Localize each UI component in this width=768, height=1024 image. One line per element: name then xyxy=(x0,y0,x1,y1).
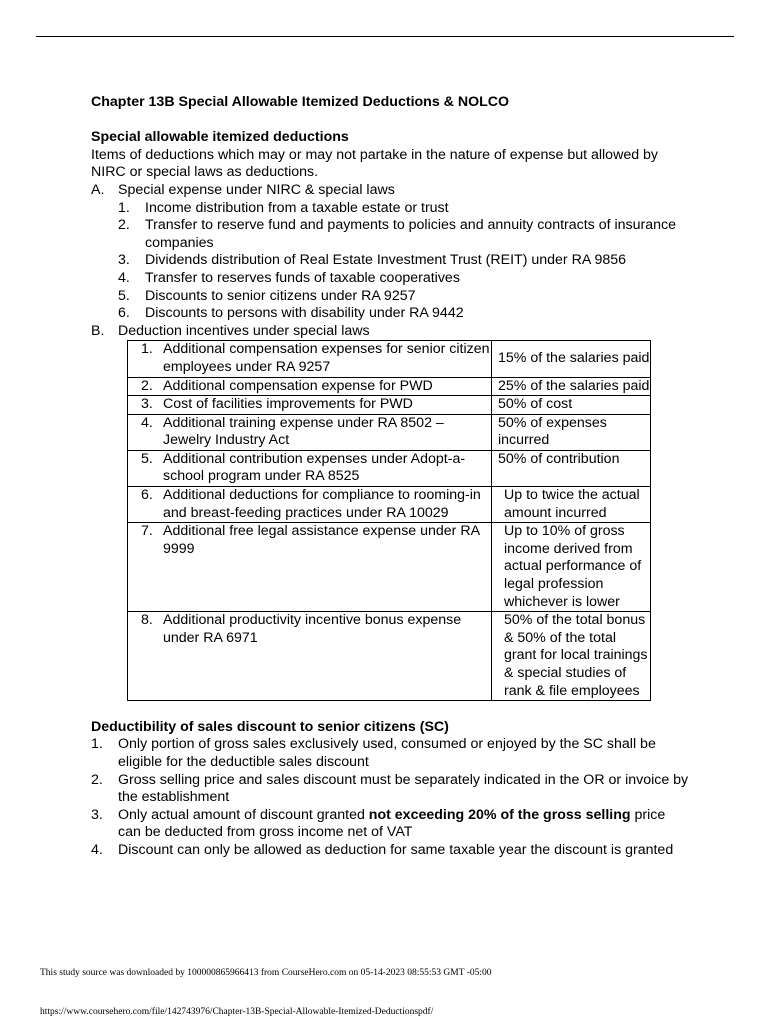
list-item: 3. Only actual amount of discount granted not exceeding 20% of the gross selling price can be deducted from gross income net of VAT xyxy=(91,806,666,841)
special-heading: Special allowable itemized deductions xyxy=(91,129,349,146)
page-title: Chapter 13B Special Allowable Itemized Deductions & NOLCO xyxy=(91,94,510,110)
emphasis: not exceeding 20% of the gross selling xyxy=(368,806,631,823)
table-row: 8. Additional productivity incentive bonus expense under RA 6971 50% of the total bonus & 50% of the total grant for local trainings & special studies of rank & file employees xyxy=(128,612,651,701)
list-item: 1. Only portion of gross sales exclusively used, consumed or enjoyed by the SC shall be eligible for the deductible sales discount xyxy=(91,736,656,770)
group-b-marker: B. xyxy=(91,322,105,339)
download-notice: This study source was downloaded by 100000865966413 from CourseHero.com on 05-14-2023 08:55:53 GMT -05:00 xyxy=(40,968,492,978)
group-a-list xyxy=(118,200,691,323)
source-url[interactable]: https://www.coursehero.com/file/142743976/Chapter-13B-Special-Allowable-Itemized-Deductionspdf/ xyxy=(40,1007,434,1017)
list-item: 5. Discounts to senior citizens under RA 9257 xyxy=(118,287,416,304)
list-item: 1. Income distribution from a taxable estate or trust xyxy=(118,199,449,216)
group-b xyxy=(91,323,691,341)
group-a-label: Special expense under NIRC & special laws xyxy=(118,181,395,198)
special-intro: Items of deductions which may or may not partake in the nature of expense but allowed by NIRC or special laws as deductions. xyxy=(91,146,659,181)
table-row: 5. Additional contribution expenses under Adopt-a-school program under RA 8525 50% of contribution xyxy=(128,450,651,486)
table-row: 4. Additional training expense under RA 8502 – Jewelry Industry Act 50% of expenses incurred xyxy=(128,414,651,450)
list-item: 6. Discounts to persons with disability under RA 9442 xyxy=(118,305,464,322)
list-item: 4. Transfer to reserves funds of taxable cooperatives xyxy=(118,269,460,286)
table-row: 7. Additional free legal assistance expense under RA 9999 Up to 10% of gross income derived from actual performance of legal profession whichever is lower xyxy=(128,523,651,612)
sc-heading: Deductibility of sales discount to senior citizens (SC) xyxy=(91,718,449,735)
document-body xyxy=(91,94,691,860)
list-item: 2. Transfer to reserve fund and payments to policies and annuity contracts of insurance companies xyxy=(118,217,677,251)
group-a xyxy=(91,182,691,200)
table-row: 1. Additional compensation expenses for senior citizen employees under RA 9257 15% of the salaries paid xyxy=(128,341,651,377)
group-b-label: Deduction incentives under special laws xyxy=(118,322,370,339)
table-row: 3. Cost of facilities improvements for PWD 50% of cost xyxy=(128,396,651,415)
top-divider xyxy=(36,36,734,37)
list-item: 3. Dividends distribution of Real Estate Investment Trust (REIT) under RA 9856 xyxy=(118,252,627,269)
group-a-marker: A. xyxy=(91,181,105,198)
deduction-table xyxy=(127,340,651,701)
table-row: 2. Additional compensation expense for PWD 25% of the salaries paid xyxy=(128,377,651,396)
list-item: 2. Gross selling price and sales discount must be separately indicated in the OR or invoice by the establishment xyxy=(91,771,689,806)
sc-list xyxy=(91,736,691,859)
list-item: 4. Discount can only be allowed as deduction for same taxable year the discount is granted xyxy=(91,841,674,858)
table-row: 6. Additional deductions for compliance to rooming-in and breast-feeding practices under RA 10029 Up to twice the actual amount incurred xyxy=(128,487,651,523)
